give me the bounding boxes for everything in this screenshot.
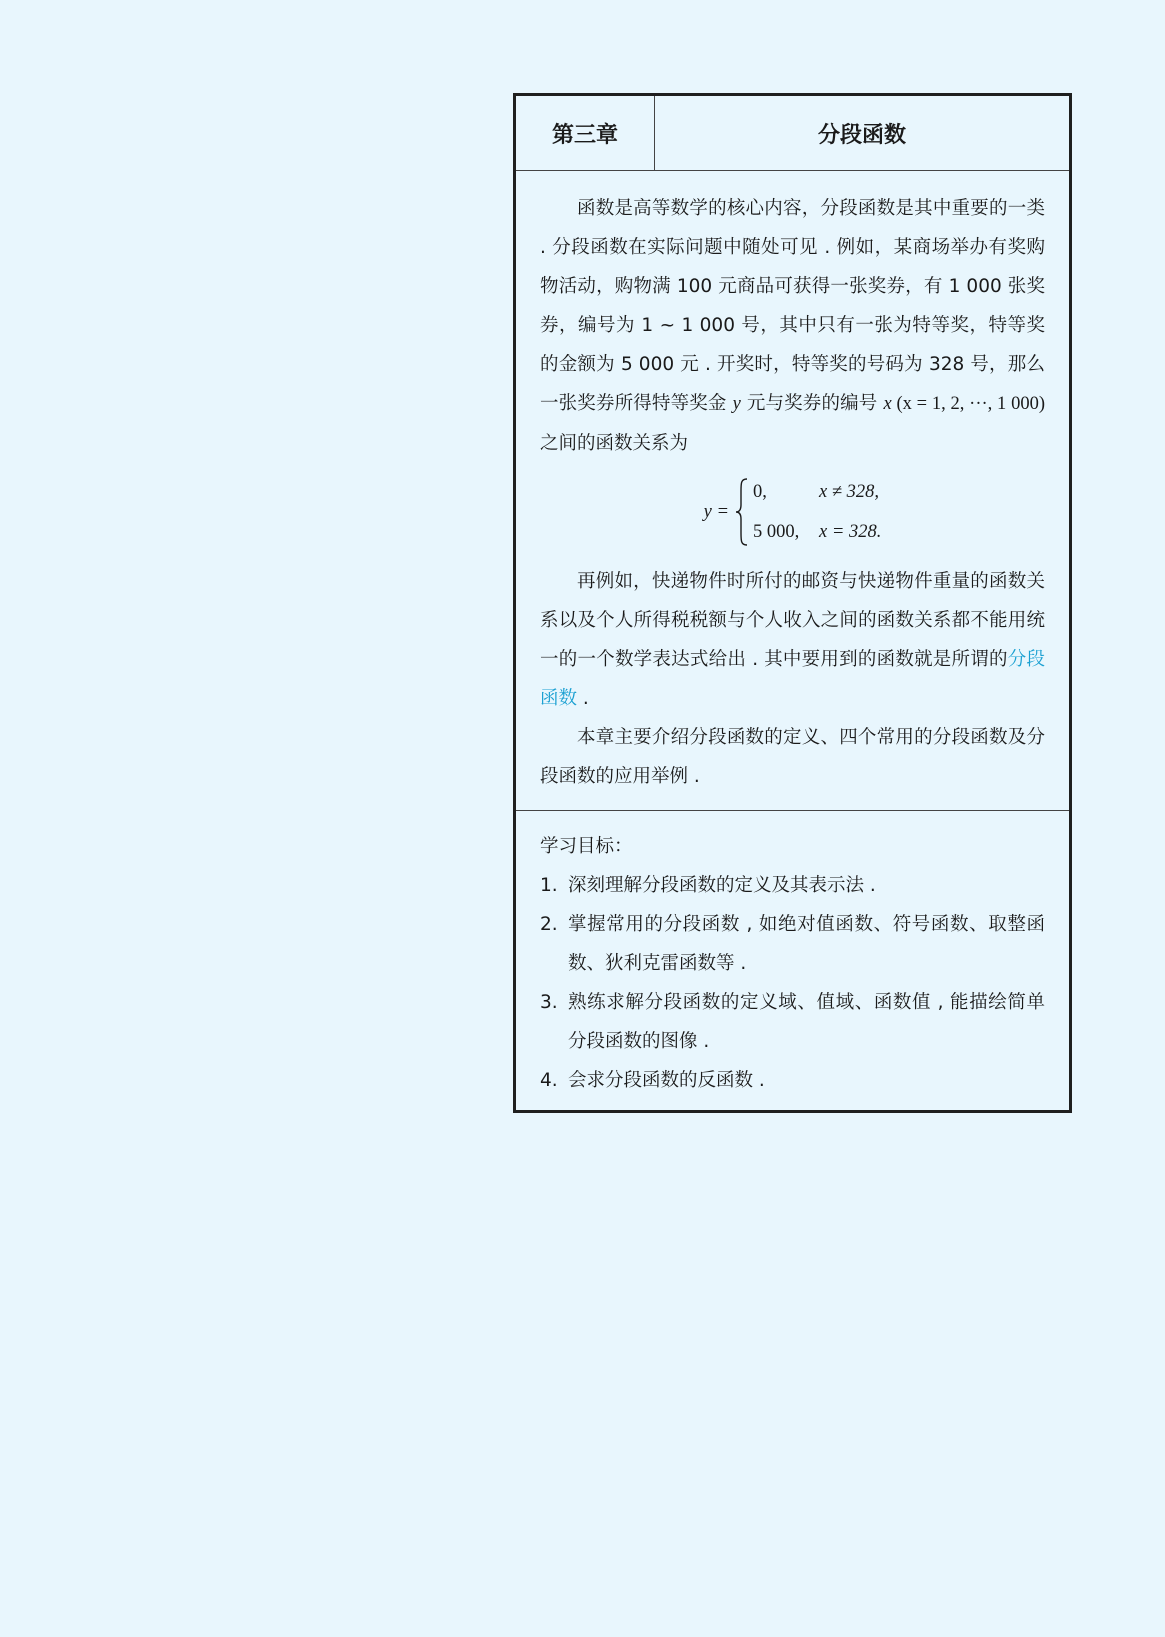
highlight-term: 分段函数: [540, 649, 1045, 709]
formula-cases: [753, 472, 881, 552]
chapter-card: [513, 93, 1072, 1113]
goal-item: 3. 熟练求解分段函数的定义域、值域、函数值 , 能描绘简单分段函数的图像 .: [540, 992, 1045, 1052]
intro-paragraph-1: 函数是高等数学的核心内容，分段函数是其中重要的一类 . 分段函数在实际问题中随处可见 . 例如，某商场举办有奖购物活动，购物满 100 元商品可获得一张奖券，有 1 000 张奖券，编号为 1 ~ 1 000 号，其中只有一张为特等奖，特等奖的金额为 5 000 元 . 开奖时，特等奖的号码为 328 号，那么一张奖券所得特等奖金 y 元与奖券的编号 x (x = 1, 2, ···, 1 000) 之间的函数关系为: [540, 198, 1045, 454]
chapter-intro: [516, 171, 1069, 811]
goal-item: 4. 会求分段函数的反函数 .: [540, 1070, 765, 1091]
goals-heading: 学习目标：: [540, 836, 633, 857]
intro-paragraph-3: 本章主要介绍分段函数的定义、四个常用的分段函数及分段函数的应用举例 .: [540, 727, 1045, 787]
chapter-header: [516, 96, 1069, 171]
goal-item: 1. 深刻理解分段函数的定义及其表示法 .: [540, 875, 876, 896]
formula-lhs: y =: [703, 502, 729, 522]
chapter-number: 第三章: [516, 96, 655, 170]
goal-item: 2. 掌握常用的分段函数 , 如绝对值函数、符号函数、取整函数、狄利克雷函数等 .: [540, 914, 1045, 974]
chapter-title: 分段函数: [817, 122, 906, 148]
formula-case-1: 0, x ≠ 328,: [753, 482, 879, 502]
piecewise-formula: [540, 472, 1045, 552]
formula-case-2: 5 000, x = 328.: [753, 522, 882, 542]
intro-paragraph-2: 再例如，快递物件时所付的邮资与快递物件重量的函数关系以及个人所得税税额与个人收入之间的函数关系都不能用统一的一个数学表达式给出 . 其中要用到的函数就是所谓的分段函数 .: [540, 571, 1045, 709]
goals-list: [540, 866, 1045, 1100]
left-brace-icon: [735, 477, 749, 547]
learning-goals: [516, 811, 1069, 1110]
